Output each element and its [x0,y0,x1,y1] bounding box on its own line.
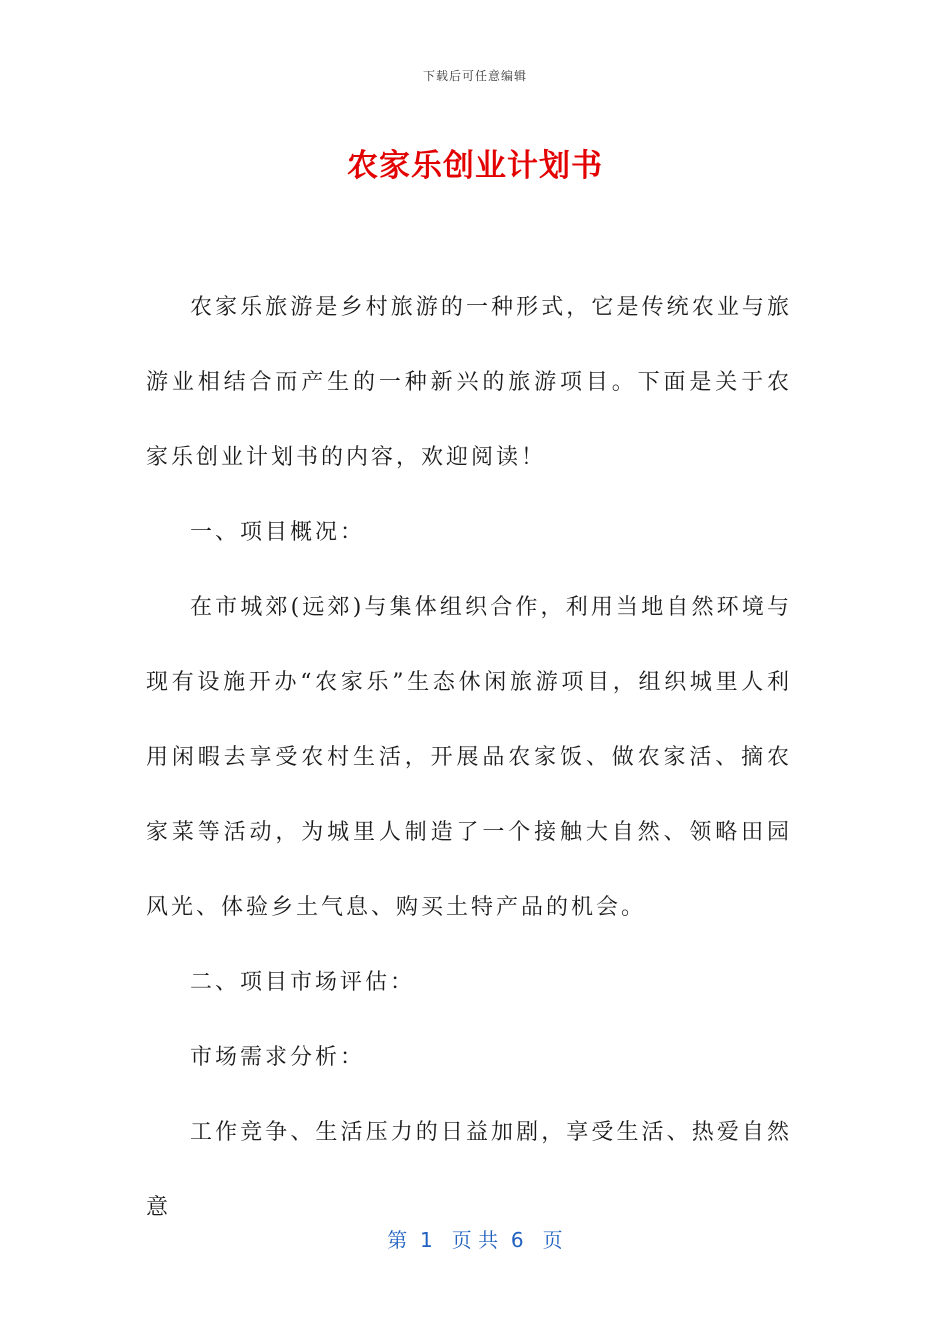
subheading-demand: 市场需求分析： [190,1045,366,1070]
section-heading-overview: 一、项目概况： [190,520,366,545]
paragraph-intro: 农家乐旅游是乡村旅游的一种形式，它是传统农业与旅游业相结合而产生的一种新兴的旅游项目。下面是关于农家乐创业计划书的内容，欢迎阅读！ [146,295,792,470]
paragraph-overview: 在市城郊(远郊)与集体组织合作，利用当地自然环境与现有设施开办“农家乐”生态休闲旅游项目，组织城里人利用闲暇去享受农村生活，开展品农家饭、做农家活、摘农家菜等活动，为城里人制造了一个接触大自然、领略田园风光、体验乡土气息、购买土特产品的机会。 [146,595,792,920]
page-number-footer: 第 1 页 共 6 页 [387,1228,563,1252]
document-title: 农家乐创业计划书 [347,148,603,184]
document-body [146,270,792,1245]
paragraph-demand: 工作竞争、生活压力的日益加剧，享受生活、热爱自然意 [146,1120,792,1220]
section-heading-market: 二、项目市场评估： [190,970,416,995]
header-note: 下载后可任意编辑 [422,69,527,83]
